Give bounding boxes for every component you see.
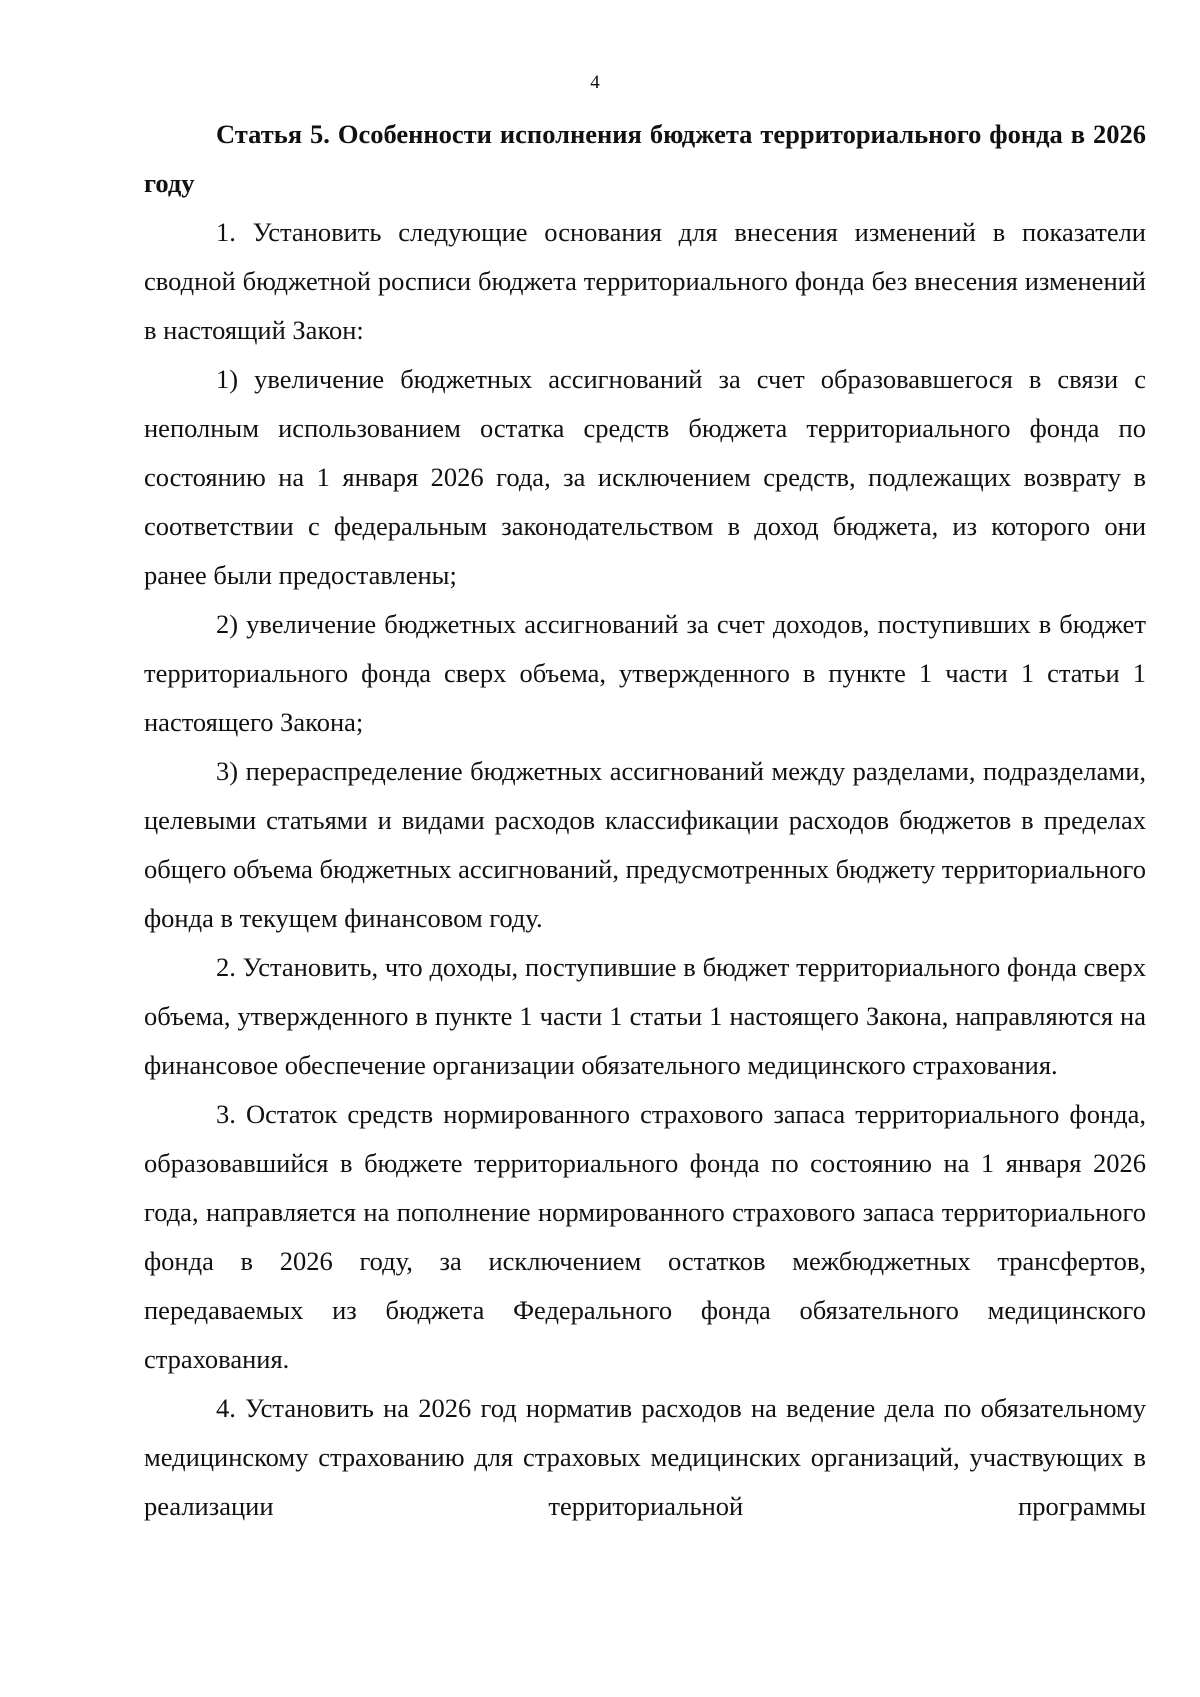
paragraph-4: 4. Установить на 2026 год норматив расходов на ведение дела по обязательному медицинскому страхованию для страховых медицинских организаций, участвующих в реализации территориальной программы	[144, 1393, 1146, 1521]
page-number: 4	[590, 72, 600, 93]
article-heading: Статья 5. Особенности исполнения бюджета территориального фонда в 2026 году	[144, 119, 1146, 198]
document-body	[144, 110, 1146, 1531]
paragraph-3: 3. Остаток средств нормированного страхового запаса территориального фонда, образовавшийся в бюджете территориального фонда по состоянию на 1 января 2026 года, направляется на пополнение нормированного страхового запаса территориального фонда в 2026 году, за исключением остатков межбюджетных трансфертов, передаваемых из бюджета Федерального фонда обязательного медицинского страхования.	[144, 1099, 1146, 1374]
paragraph-1: 1. Установить следующие основания для внесения изменений в показатели сводной бюджетной росписи бюджета территориального фонда без внесения изменений в настоящий Закон:	[144, 217, 1146, 345]
paragraph-1-item-3: 3) перераспределение бюджетных ассигнований между разделами, подразделами, целевыми статьями и видами расходов классификации расходов бюджетов в пределах общего объема бюджетных ассигнований, предусмотренных бюджету территориального фонда в текущем финансовом году.	[144, 756, 1146, 933]
paragraph-2: 2. Установить, что доходы, поступившие в бюджет территориального фонда сверх объема, утвержденного в пункте 1 части 1 статьи 1 настоящего Закона, направляются на финансовое обеспечение организации обязательного медицинского страхования.	[144, 952, 1146, 1080]
paragraph-1-item-1: 1) увеличение бюджетных ассигнований за счет образовавшегося в связи с неполным использованием остатка средств бюджета территориального фонда по состоянию на 1 января 2026 года, за исключением средств, подлежащих возврату в соответствии с федеральным законодательством в доход бюджета, из которого они ранее были предоставлены;	[144, 364, 1146, 590]
paragraph-1-item-2: 2) увеличение бюджетных ассигнований за счет доходов, поступивших в бюджет территориального фонда сверх объема, утвержденного в пункте 1 части 1 статьи 1 настоящего Закона;	[144, 609, 1146, 737]
